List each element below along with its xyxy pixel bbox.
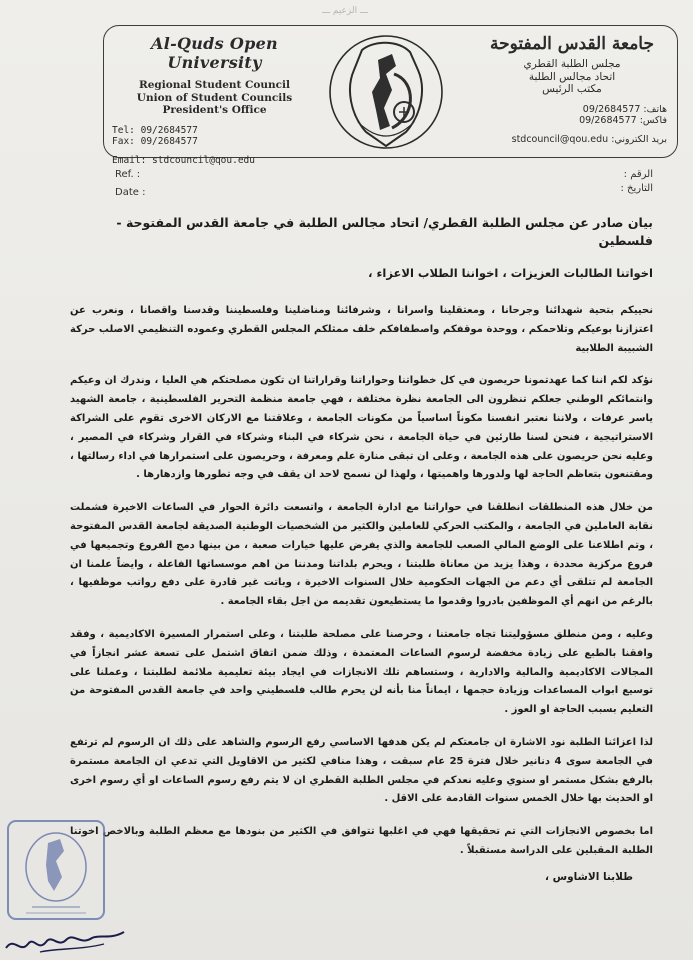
ref-label-ar: الرقم : (623, 169, 653, 180)
union-name-en: Union of Student Councils (136, 91, 293, 104)
paragraph: وعليه ، ومن منطلق مسؤوليتنا تجاه جامعتنا ، وحرصنا على مصلحة طلبتنا ، وعلى استمرار المسيرة الاكاديمية ، وفقد وافقنا بالطبع على زيادة مخفضة لرسوم الساعات المعتمدة ، وذلك ضمن اتفاق اشتمل على تسعة عشر انجازاً في المجالات الاكاديمية والمالية والادارية ، وستساهم تلك الانجازات في ايجاد بيئة تعليمية ملائمة لطلبتنا ، وعملنا على توسيع ابواب المساعدات وزيادة حجمها ، ايماناً منا بأنه لن يحرم طالب فلسطيني واحد في جامعة القدس المفتوحة من التعليم بسبب الحاجة او العوز . (70, 628, 653, 716)
letterhead-arabic-block (477, 34, 667, 145)
email-en: Email: stdcouncil@qou.edu (112, 154, 255, 166)
university-name-en: Al-Quds Open University (150, 34, 278, 72)
office-name-ar: مكتب الرئيس (542, 83, 602, 95)
council-name-ar: مجلس الطلبة القطري (523, 58, 621, 70)
university-name-ar: جامعة القدس المفتوحة (490, 34, 654, 54)
letterhead (103, 25, 678, 166)
statement-greeting: اخواتنا الطالبات العزيزات ، اخواننا الطلاب الاعزاء ، (368, 266, 653, 280)
date-label-ar: التاريخ : (620, 183, 653, 194)
fax-ar: فاكس: 09/2684577 (579, 115, 667, 126)
letterhead-english-block (112, 34, 317, 166)
paragraph: لذا اعزائنا الطلبة نود الاشارة ان جامعتكم لم يكن هدفها الاساسي رفع الرسوم والشاهد على ذلك ان الرسوم لم ترتفع في الجامعة سوى 4 دنانير خلال فترة 25 عام سبقت ، وهذا منافي لكثير من الاقاويل التي تدعي ان الجامعة مستمرة بالرفع بشكل مستمر او سنوي وعليه نعدكم في مجلس الطلبة القطري ان لا يتم رفع رسوم الساعات او أي رسوم اخرى او الحديث بها خلال الخمس سنوات القادمة على الاقل . (70, 736, 653, 805)
statement-signoff: طلابنا الاشاوس ، (544, 870, 633, 883)
union-name-ar: اتحاد مجالس الطلبة (528, 70, 616, 83)
fax-en: Fax: 09/2684577 (112, 136, 198, 147)
ref-label-en: Ref. : (115, 169, 141, 180)
signature-icon (0, 918, 130, 960)
paragraph: نؤكد لكم اننا كما عهدتمونا حريصون في كل خطواتنا وحواراتنا وقراراتنا ان تكون مصلحتكم هي العليا ، وندرك ان وعيكم وانتمائكم الوطني جعلكم تنظرون الى الجامعة نظرة مختلفة ، فهي جامعة منظمة التحرير الفلسطينية ، جامعة الشهيد ياسر عرفات ، ولاننا نعتبر انفسنا مكوناً اساسياً من مكونات الجامعة ، وعلاقتنا مع الاركان الاخرى تقوم على الشراكة الاستراتيجية ، فنحن لسنا طارئين في حياة الجامعة ، نحن شركاء في البناء وشركاء في القرار وشركاء في المصير ، وعليه نحن حريصون على هذه الجامعة ، وعلى ان تبقى منارة علم ومعرفة ، وحريصون على استمرارها في اداء رسالتها ، ومقتنعون بتعاظم الحاجة لها ولدورها واهميتها ، ولهذا لن نسمح لاحد ان يقف في وجه تطورها وازدهارها . (70, 375, 653, 481)
statement-headline: بيان صادر عن مجلس الطلبة القطري/ اتحاد مجالس الطلبة في جامعة القدس المفتوحة - فلسطين (116, 215, 653, 248)
university-logo-icon (322, 30, 450, 154)
tel-en: Tel: 09/2684577 (112, 124, 198, 136)
paragraph: اما بخصوص الانجازات التي تم تحقيقها فهي في اغلبها تتوافق في الكثير من بنودها مع معظم الطلبة وبالاخص اخوتنا الطلبة المقبلين على الدراسة مستقبلاً . (70, 826, 653, 856)
top-watermark: ـــ الزعيم ـــ (322, 6, 368, 16)
tel-ar: هاتف: 09/2684577 (582, 103, 667, 115)
email-ar: بريد الكتروني: stdcouncil@qou.edu (511, 133, 667, 145)
office-name-en: President's Office (162, 104, 267, 116)
council-name-en: Regional Student Council (138, 79, 291, 91)
statement-body (70, 214, 653, 883)
paragraph: من خلال هذه المنطلقات انطلقنا في حواراتنا مع ادارة الجامعة ، واتسعت دائرة الحوار في الساعات الاخيرة فشملت نقابة العاملين في الجامعة ، والمكتب الحركي للعاملين والكثير من الشخصيات الوطنية الصديقة لجامعة القدس المفتوحة ، وتم اطلاعنا على الوضع المالي الصعب للجامعة والذي يفرض عليها خيارات صعبة ، من بينها دمج الفروع وتجميعها في فروع مركزية محددة ، وهذا يزيد من معاناة طلبتنا ، ويحرم بلداتنا ومدننا من اهم موسساتها الفاعلة ، وايضاً علمنا ان الجامعة لم تتلقى أي دعم من الجهات الحكومية خلال السنوات الاخيرة ، وباتت غير قادرة على دفع رواتب موظفيها ، بالرغم من انهم أي الموظفين بادروا وقدموا ما يستطيعون تقديمه من اجل بقاء الجامعة . (70, 502, 653, 608)
council-stamp-icon (2, 815, 110, 925)
paragraph: نحييكم بتحية شهدائنا وجرحانا ، ومعتقلينا واسرانا ، وشرفائنا ومناضلينا وفلسطيننا وقدسنا واقصانا ، ونعرب عن اعتزازنا بوعيكم وتلاحمكم ، ووحدة موقفكم واصطفافكم خلف ممثلكم المجلس القطري وعموده التنظيمي الاصلب حركة الشبيبة الطلابية (70, 305, 653, 354)
date-label-en: Date : (115, 187, 146, 198)
